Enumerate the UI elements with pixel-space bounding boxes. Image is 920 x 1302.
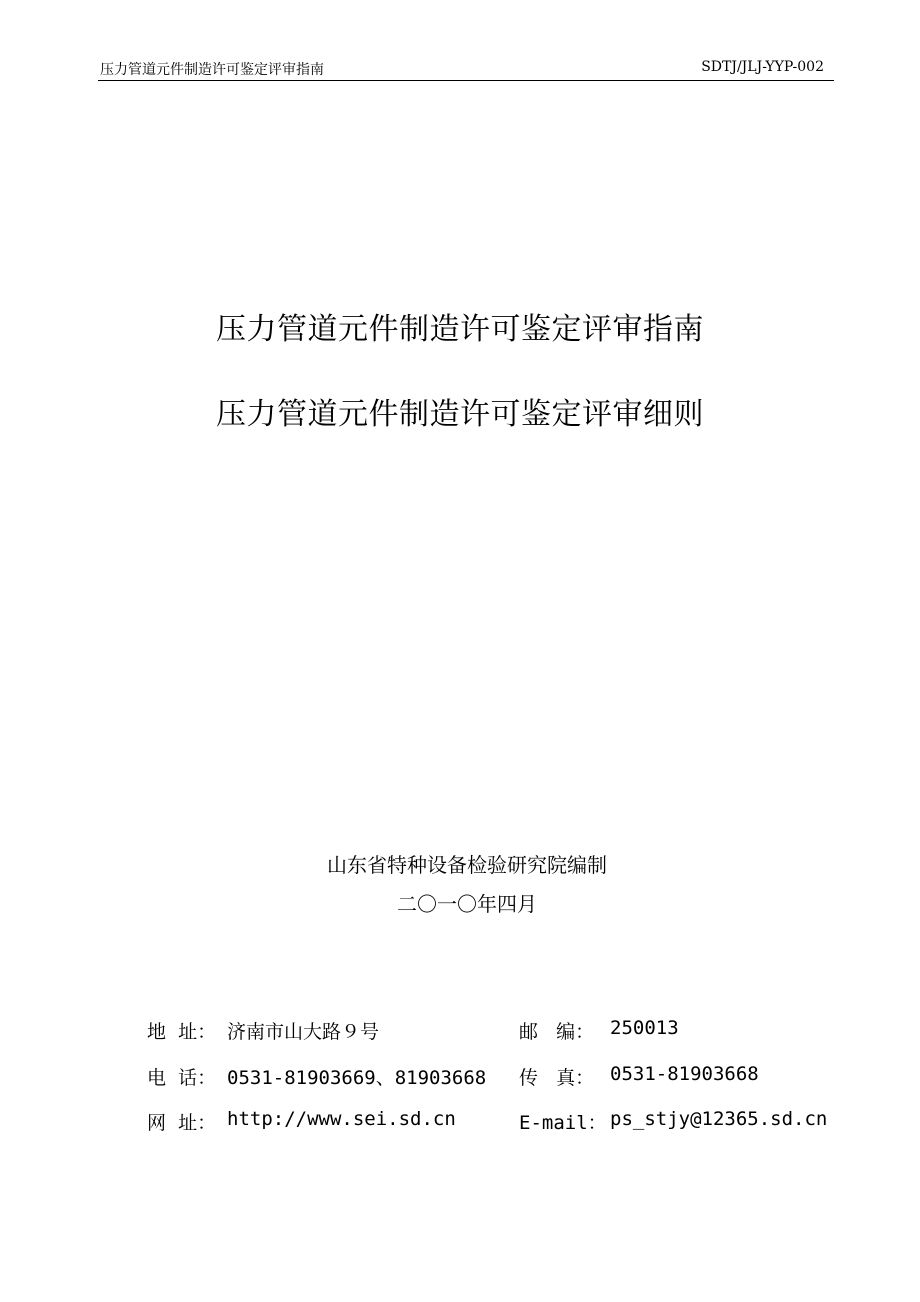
document-title-guide: 压力管道元件制造许可鉴定评审指南 xyxy=(216,312,704,347)
fax-value: 0531-81903668 xyxy=(610,1063,759,1085)
contact-row-address xyxy=(147,1017,867,1043)
publisher-name: 山东省特种设备检验研究院编制 xyxy=(327,853,607,877)
postcode-label: 邮 编： xyxy=(519,1021,595,1043)
postcode-value: 250013 xyxy=(610,1017,679,1039)
website-label: 网 址： xyxy=(147,1112,217,1134)
phone-label: 电 话： xyxy=(147,1067,217,1089)
header-document-code: SDTJ/JLJ-YYP-002 xyxy=(701,59,824,75)
fax-label: 传 真： xyxy=(519,1067,595,1089)
document-title-rules: 压力管道元件制造许可鉴定评审细则 xyxy=(216,397,704,432)
page-header xyxy=(98,58,834,81)
header-document-title: 压力管道元件制造许可鉴定评审指南 xyxy=(100,62,324,78)
email-link[interactable]: ps_stjy@12365.sd.cn xyxy=(610,1108,828,1130)
website-link[interactable]: http://www.sei.sd.cn xyxy=(227,1108,456,1130)
publish-date: 二〇一〇年四月 xyxy=(397,892,537,916)
address-label: 地 址： xyxy=(147,1021,217,1043)
email-label: E-mail： xyxy=(519,1112,607,1134)
address-value: 济南市山大路９号 xyxy=(227,1021,380,1043)
contact-row-phone xyxy=(147,1063,867,1089)
contact-row-web xyxy=(147,1108,867,1134)
phone-value: 0531-81903669、81903668 xyxy=(227,1067,487,1089)
